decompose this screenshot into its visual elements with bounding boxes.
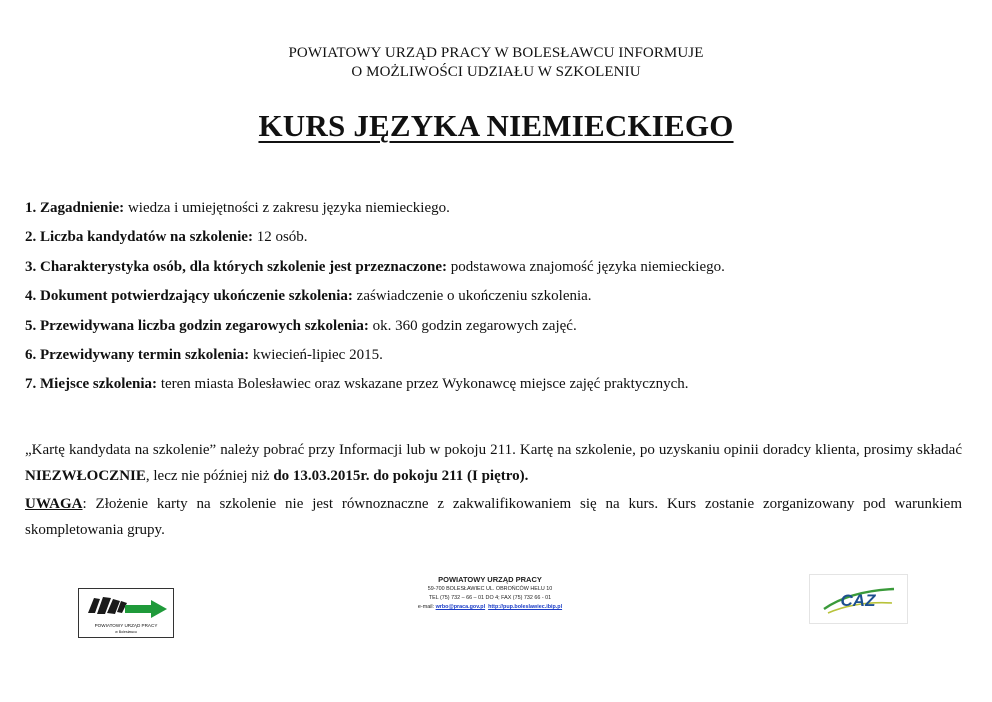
item-text: kwiecień-lipiec 2015. — [249, 346, 383, 363]
pup-boleslawiec-logo — [78, 588, 174, 638]
header-line-2: O MOŻLIWOŚCI UDZIAŁU W SZKOLENIU — [351, 64, 641, 80]
item-text: 12 osób. — [252, 229, 308, 246]
caz-swoosh-icon — [810, 575, 907, 623]
course-details-list — [25, 197, 970, 403]
pup-logo-subcaption: w Bolesławcu — [115, 630, 137, 634]
list-item — [25, 226, 970, 255]
warning-note — [25, 491, 962, 543]
item-text: ok. 360 godzin zegarowych zajęć. — [368, 317, 577, 334]
footer-links — [340, 603, 640, 612]
deadline: do 13.03.2015r. do pokoju 211 (I piętro). — [273, 468, 529, 484]
document-title: KURS JĘZYKA NIEMIECKIEGO — [258, 108, 734, 143]
item-label: 4. Dokument potwierdzający ukończenie szkolenia: — [25, 288, 353, 305]
item-label: 2. Liczba kandydatów na szkolenie: — [25, 229, 253, 246]
item-label: 3. Charakterystyka osób, dla których szkolenie jest przeznaczone: — [25, 258, 448, 275]
urgent-notice: NIEZWŁOCZNIE — [25, 468, 146, 484]
header — [0, 44, 992, 82]
email-link[interactable]: wrbo@praca.gov.pl — [435, 604, 486, 610]
pup-arrow-icon — [79, 589, 173, 623]
warning-label: UWAGA — [25, 496, 83, 512]
item-text: zaświadczenie o ukończeniu szkolenia. — [352, 288, 592, 305]
instructions-text-2: , lecz nie później niż — [145, 468, 274, 484]
instructions-text-1: „Kartę kandydata na szkolenie” należy pobrać przy Informacji lub w pokoju 211. Kartę na szkolenie, po uzyskaniu opinii doradcy klienta, prosimy składać — [25, 442, 962, 458]
list-item — [25, 344, 970, 373]
application-instructions — [25, 437, 962, 489]
caz-logo — [809, 574, 908, 624]
footer-contact — [340, 574, 640, 612]
list-item — [25, 197, 970, 226]
footer-org-name: POWIATOWY URZĄD PRACY — [438, 575, 542, 584]
item-label: 1. Zagadnienie: — [25, 200, 125, 216]
list-item — [25, 373, 970, 402]
footer-phone: TEL (75) 732 – 66 – 01 DO 4; FAX (75) 732 66 - 01 — [428, 595, 552, 601]
caz-logo-text: CAZ — [840, 591, 876, 610]
item-label: 6. Przewidywany termin szkolenia: — [25, 346, 250, 363]
item-label: 7. Miejsce szkolenia: — [25, 376, 158, 393]
item-text: wiedza i umiejętności z zakresu języka niemieckiego. — [124, 200, 450, 216]
header-line-1: POWIATOWY URZĄD PRACY W BOLESŁAWCU INFORMUJE — [288, 45, 704, 61]
list-item — [25, 285, 970, 314]
item-text: podstawowa znajomość języka niemieckiego. — [447, 258, 725, 275]
website-link[interactable]: http://pup.boleslawiec.ibip.pl — [488, 604, 563, 610]
pup-logo-caption: POWIATOWY URZĄD PRACY — [94, 623, 158, 628]
item-label: 5. Przewidywana liczba godzin zegarowych szkolenia: — [25, 317, 369, 334]
warning-text: : Złożenie karty na szkolenie nie jest równoznaczne z zakwalifikowaniem się na kurs. Kurs zostanie zorganizowany pod warunkiem skompletowania grupy. — [25, 496, 962, 538]
list-item — [25, 256, 970, 285]
list-item — [25, 315, 970, 344]
footer-address: 59-700 BOLESŁAWIEC UL. OBROŃCÓW HELU 10 — [427, 586, 553, 592]
email-label: e-mail: — [417, 604, 436, 610]
item-text: teren miasta Bolesławiec oraz wskazane przez Wykonawcę miejsce zajęć praktycznych. — [157, 376, 689, 393]
